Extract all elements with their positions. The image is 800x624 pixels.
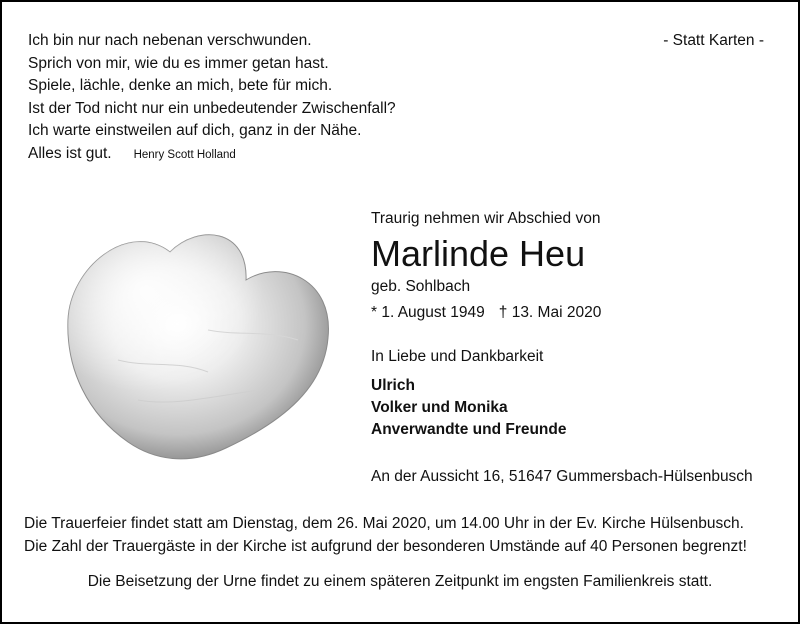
poem-line: Spiele, lächle, denke an mich, bete für mich. <box>28 77 333 94</box>
funeral-line: Die Trauerfeier findet statt am Dienstag, dem 26. Mai 2020, um 14.00 Uhr in der Ev. Kirche Hülsenbusch. <box>24 515 744 532</box>
death-date: † 13. Mai 2020 <box>498 304 602 321</box>
poem <box>28 30 396 166</box>
poem-line: Alles ist gut. <box>28 144 112 162</box>
love-line: In Liebe und Dankbarkeit <box>371 348 544 365</box>
poem-last-line <box>28 143 396 167</box>
deceased-name: Marlinde Heu <box>371 233 586 274</box>
stone-heart-icon <box>58 210 338 472</box>
funeral-line: Die Zahl der Trauergäste in der Kirche ist aufgrund der besonderen Umstände auf 40 Personen begrenzt! <box>24 537 747 555</box>
mourner: Ulrich <box>371 377 415 394</box>
poem-line: Sprich von mir, wie du es immer getan hast. <box>28 54 329 72</box>
poem-line: Ich warte einstweilen auf dich, ganz in der Nähe. <box>28 122 362 139</box>
statt-karten-label: - Statt Karten - <box>663 32 764 49</box>
poem-line: Ich bin nur nach nebenan verschwunden. <box>28 32 312 49</box>
poem-author: Henry Scott Holland <box>133 148 236 161</box>
mourner: Anverwandte und Freunde <box>371 421 567 438</box>
burial-info: Die Beisetzung der Urne findet zu einem späteren Zeitpunkt im engsten Familienkreis statt. <box>87 573 713 590</box>
farewell-intro: Traurig nehmen wir Abschied von <box>371 210 601 227</box>
mourners-list <box>371 375 567 441</box>
mourner: Volker und Monika <box>371 399 508 416</box>
poem-line: Ist der Tod nicht nur ein unbedeutender Zwischenfall? <box>28 99 396 117</box>
birth-name: geb. Sohlbach <box>371 278 471 295</box>
life-dates <box>371 304 601 322</box>
birth-date: * 1. August 1949 <box>371 304 485 321</box>
funeral-info <box>24 513 747 558</box>
family-address: An der Aussicht 16, 51647 Gummersbach-Hülsenbusch <box>371 468 753 485</box>
